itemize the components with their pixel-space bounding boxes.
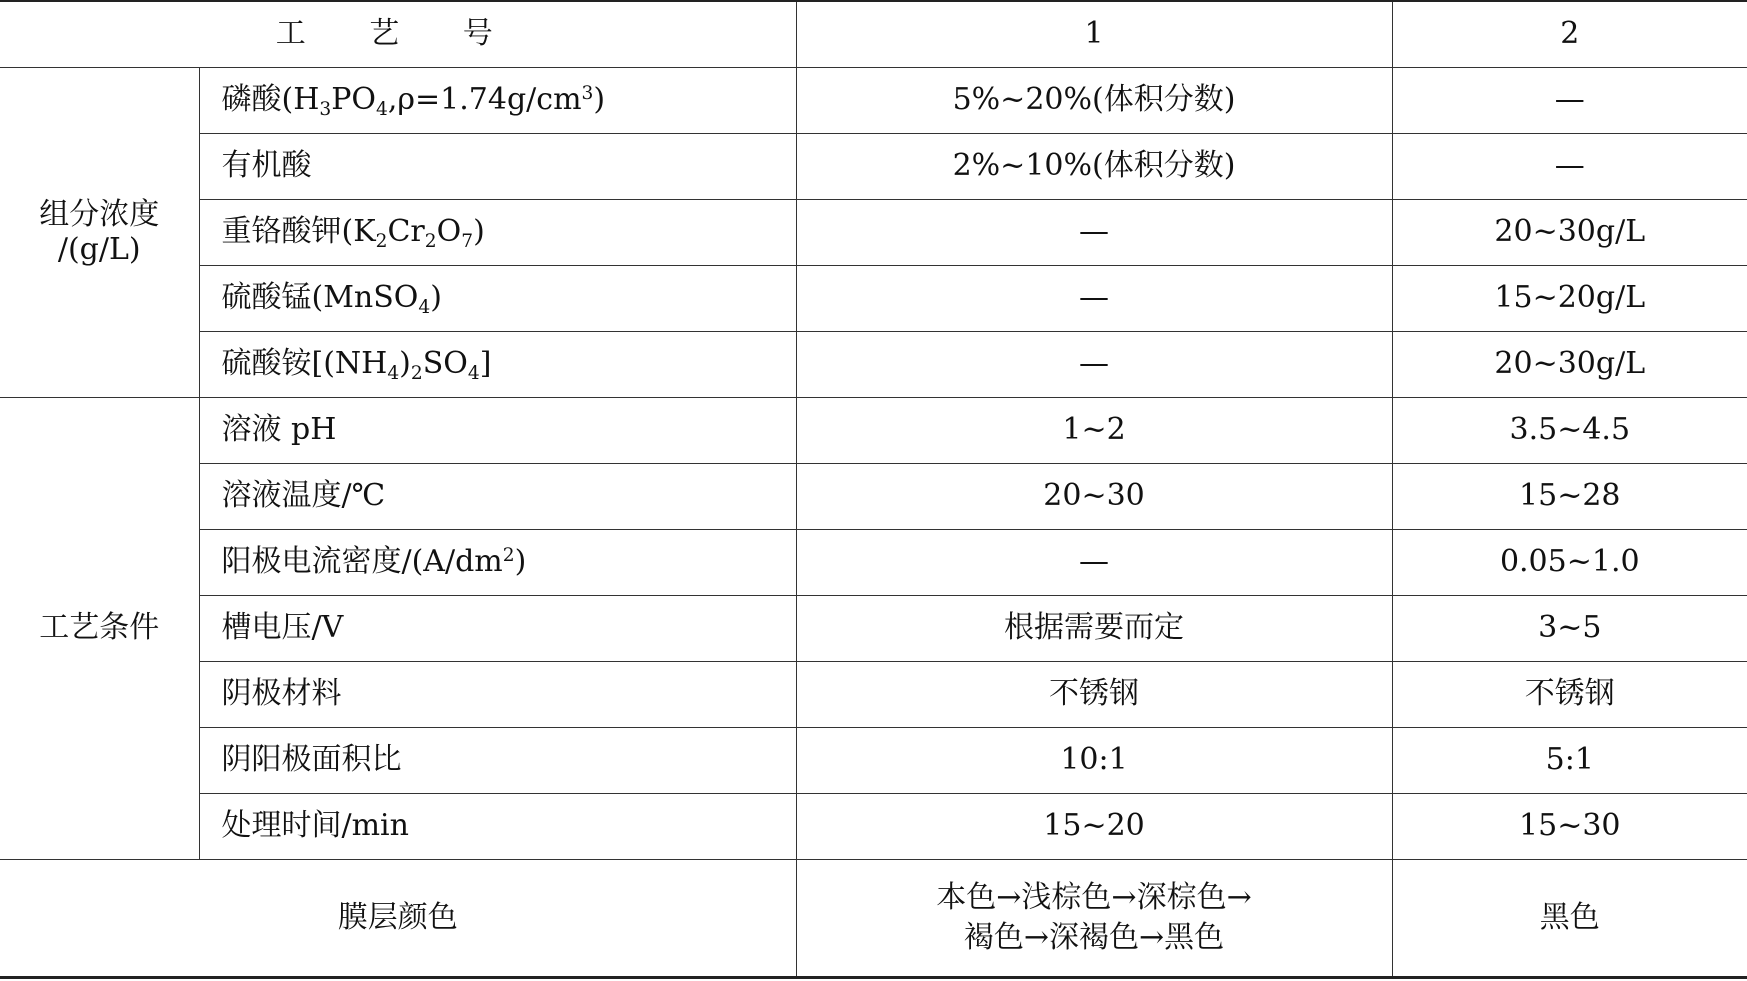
ammonium-sulfate-value-2: 20~30g/L <box>1392 332 1747 398</box>
table-row <box>0 200 1747 266</box>
table-row <box>0 266 1747 332</box>
mnso4-value-2: 15~20g/L <box>1392 266 1747 332</box>
film-color-value-1-line1: 本色→浅棕色→深棕色→ <box>936 879 1252 915</box>
table-row <box>0 332 1747 398</box>
table-row <box>0 68 1747 134</box>
header-process-2: 2 <box>1392 1 1747 68</box>
row-label-organic-acid: 有机酸 <box>199 134 796 200</box>
ph-value-1: 1~2 <box>796 398 1392 464</box>
film-color-value-1-line2: 褐色→深褐色→黑色 <box>963 920 1225 955</box>
cathode-value-2: 不锈钢 <box>1392 662 1747 728</box>
table-row <box>0 134 1747 200</box>
table-row <box>0 794 1747 860</box>
group-conditions-label: 工艺条件 <box>0 398 199 860</box>
area-ratio-value-1: 10:1 <box>796 728 1392 794</box>
film-color-label: 膜层颜色 <box>0 860 796 978</box>
row-label-cell-voltage: 槽电压/V <box>199 596 796 662</box>
organic-acid-value-1: 2%~10%(体积分数) <box>796 134 1392 200</box>
area-ratio-value-2: 5:1 <box>1392 728 1747 794</box>
row-label-manganese-sulfate: 硫酸锰(MnSO$_4$) <box>199 266 796 332</box>
table-row <box>0 728 1747 794</box>
row-label-ammonium-sulfate: 硫酸铵$[(NH_4)_2SO_4]$ <box>199 332 796 398</box>
table-row <box>0 530 1747 596</box>
film-color-value-2: 黑色 <box>1392 860 1747 978</box>
row-label-treatment-time: 处理时间/min <box>199 794 796 860</box>
voltage-value-2: 3~5 <box>1392 596 1747 662</box>
table-header-row <box>0 1 1747 68</box>
header-process-1: 1 <box>796 1 1392 68</box>
temperature-value-2: 15~28 <box>1392 464 1747 530</box>
table-footer-row <box>0 860 1747 978</box>
header-process-number: 工 艺 号 <box>0 1 796 68</box>
ammonium-sulfate-value-1: — <box>796 332 1392 398</box>
table-row <box>0 662 1747 728</box>
row-label-solution-temperature: 溶液温度/℃ <box>199 464 796 530</box>
time-value-1: 15~20 <box>796 794 1392 860</box>
row-label-solution-ph: 溶液 pH <box>199 398 796 464</box>
row-label-cathode-material: 阴极材料 <box>199 662 796 728</box>
cathode-value-1: 不锈钢 <box>796 662 1392 728</box>
group-composition-line2: /(g/L) <box>57 231 141 267</box>
anode-current-value-2: 0.05~1.0 <box>1392 530 1747 596</box>
organic-acid-value-2: — <box>1392 134 1747 200</box>
row-label-potassium-dichromate: 重铬酸钾$(K_2Cr_2O_7)$ <box>199 200 796 266</box>
voltage-value-1: 根据需要而定 <box>796 596 1392 662</box>
table-row <box>0 398 1747 464</box>
group-composition-label <box>0 68 199 398</box>
dichromate-value-2: 20~30g/L <box>1392 200 1747 266</box>
table-row <box>0 596 1747 662</box>
row-label-phosphoric-acid: 磷酸$(H_3PO_4,\rho=1.74g/cm^3)$ <box>199 68 796 134</box>
ph-value-2: 3.5~4.5 <box>1392 398 1747 464</box>
anode-current-value-1: — <box>796 530 1392 596</box>
phosphoric-acid-value-1: 5%~20%(体积分数) <box>796 68 1392 134</box>
row-label-area-ratio: 阴阳极面积比 <box>199 728 796 794</box>
table-row <box>0 464 1747 530</box>
phosphoric-acid-value-2: — <box>1392 68 1747 134</box>
temperature-value-1: 20~30 <box>796 464 1392 530</box>
time-value-2: 15~30 <box>1392 794 1747 860</box>
group-composition-line1: 组分浓度 <box>39 197 160 232</box>
film-color-value-1 <box>796 860 1392 978</box>
row-label-anode-current-density: 阳极电流密度$/(A/dm^2)$ <box>199 530 796 596</box>
mnso4-value-1: — <box>796 266 1392 332</box>
dichromate-value-1: — <box>796 200 1392 266</box>
